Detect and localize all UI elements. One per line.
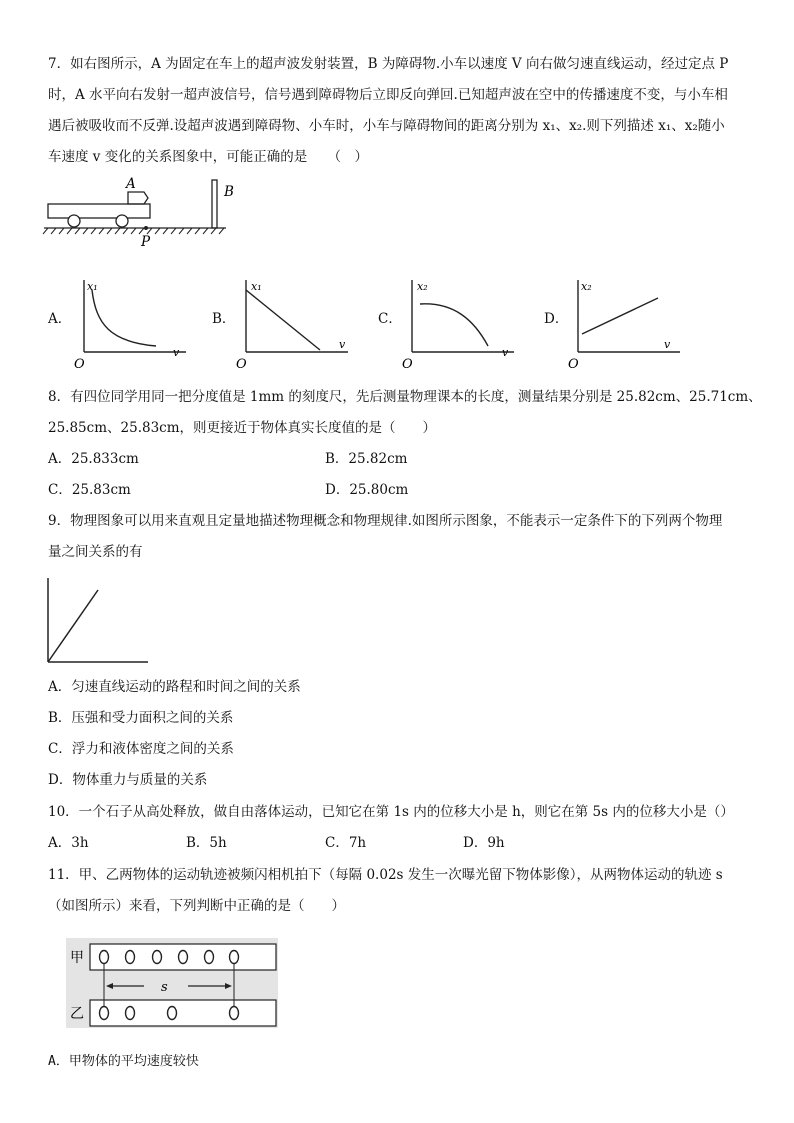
- q7-label-b: B: [224, 184, 234, 200]
- q7-c-ylabel: x₂: [417, 280, 428, 293]
- q10-option-b: B．5h: [186, 835, 227, 851]
- q9-line-graph: [44, 574, 154, 668]
- q8-option-b: B．25.82cm: [325, 451, 408, 467]
- q7-d-origin: O: [568, 357, 579, 372]
- q7-b-ylabel: x₁: [251, 280, 262, 293]
- q7-c-xlabel: v: [502, 346, 509, 359]
- q7-option-d-letter: D．: [544, 311, 569, 327]
- q7-d-xlabel: v: [664, 338, 671, 351]
- q11-label-jia: 甲: [70, 950, 84, 966]
- q7-graph-a: [74, 276, 194, 370]
- q11-text-line-2: （如图所示）来看，下列判断中正确的是（ ）: [48, 898, 345, 914]
- q7-a-origin: O: [74, 357, 85, 372]
- q7-graph-c: [402, 276, 522, 370]
- q9-option-b: B．压强和受力面积之间的关系: [48, 710, 234, 726]
- q7-text-line-4: 车速度 v 变化的关系图象中，可能正确的是 （ ）: [48, 149, 368, 165]
- q7-text-line-3: 遇后被吸收而不反弹.设超声波遇到障碍物、小车时，小车与障碍物间的距离分别为 x₁、x₂.则下列描述 x₁、x₂随小: [48, 118, 725, 134]
- q8-option-d: D．25.80cm: [325, 482, 409, 498]
- q7-d-ylabel: x₂: [581, 280, 592, 293]
- q7-label-a: A: [126, 176, 136, 192]
- q9-text-line-2: 量之间关系的有: [48, 544, 143, 560]
- q8-text-line-1: 8．有四位同学用同一把分度值是 1mm 的刻度尺，先后测量物理课本的长度，测量结果分别是 25.82cm、25.71cm、: [48, 389, 762, 405]
- q11-strobe-figure: [66, 938, 280, 1030]
- q7-text-line-1: 7．如右图所示，A 为固定在车上的超声波发射装置，B 为障碍物.小车以速度 V 向右做匀速直线运动，经过定点 P: [48, 56, 729, 72]
- q7-b-xlabel: v: [339, 338, 346, 351]
- q7-cart-figure: [40, 176, 250, 252]
- q7-option-a-letter: A．: [48, 311, 72, 327]
- q8-option-c: C．25.83cm: [48, 482, 131, 498]
- q7-b-origin: O: [236, 357, 247, 372]
- q7-label-p: P: [141, 234, 151, 250]
- q8-text-line-2: 25.85cm、25.83cm，则更接近于物体真实长度值的是（ ）: [48, 420, 437, 436]
- q7-a-xlabel: v: [173, 346, 180, 359]
- q11-option-a: A．甲物体的平均速度较快: [48, 1054, 199, 1069]
- q10-option-a: A．3h: [48, 835, 89, 851]
- q9-option-d: D．物体重力与质量的关系: [48, 772, 208, 788]
- q7-a-ylabel: x₁: [87, 280, 98, 293]
- q7-text-line-2: 时，A 水平向右发射一超声波信号，信号遇到障碍物后立即反向弹回.已知超声波在空中的传播速度不变，与小车相: [48, 87, 728, 103]
- q9-option-a: A．匀速直线运动的路程和时间之间的关系: [48, 679, 301, 695]
- q11-text-line-1: 11．甲、乙两物体的运动轨迹被频闪相机拍下（每隔 0.02s 发生一次曝光留下物体影像），从两物体运动的轨迹 s: [48, 867, 723, 883]
- q10-option-c: C．7h: [325, 835, 367, 851]
- q7-option-c-letter: C．: [378, 311, 402, 327]
- q9-text-line-1: 9．物理图象可以用来直观且定量地描述物理概念和物理规律.如图所示图象，不能表示一定条件下的下列两个物理: [48, 513, 723, 529]
- q7-c-origin: O: [402, 357, 413, 372]
- q7-graph-d: [568, 276, 688, 370]
- q8-option-a: A．25.833cm: [48, 451, 139, 467]
- q11-label-s: s: [161, 980, 168, 995]
- q11-label-yi: 乙: [70, 1006, 84, 1022]
- q10-text-line-1: 10．一个石子从高处释放，做自由落体运动，已知它在第 1s 内的位移大小是 h，则它在第 5s 内的位移大小是（）: [48, 804, 734, 820]
- q7-option-b-letter: B．: [212, 311, 236, 327]
- q10-option-d: D．9h: [463, 835, 505, 851]
- q7-graph-b: [236, 276, 356, 370]
- q9-option-c: C．浮力和液体密度之间的关系: [48, 741, 234, 757]
